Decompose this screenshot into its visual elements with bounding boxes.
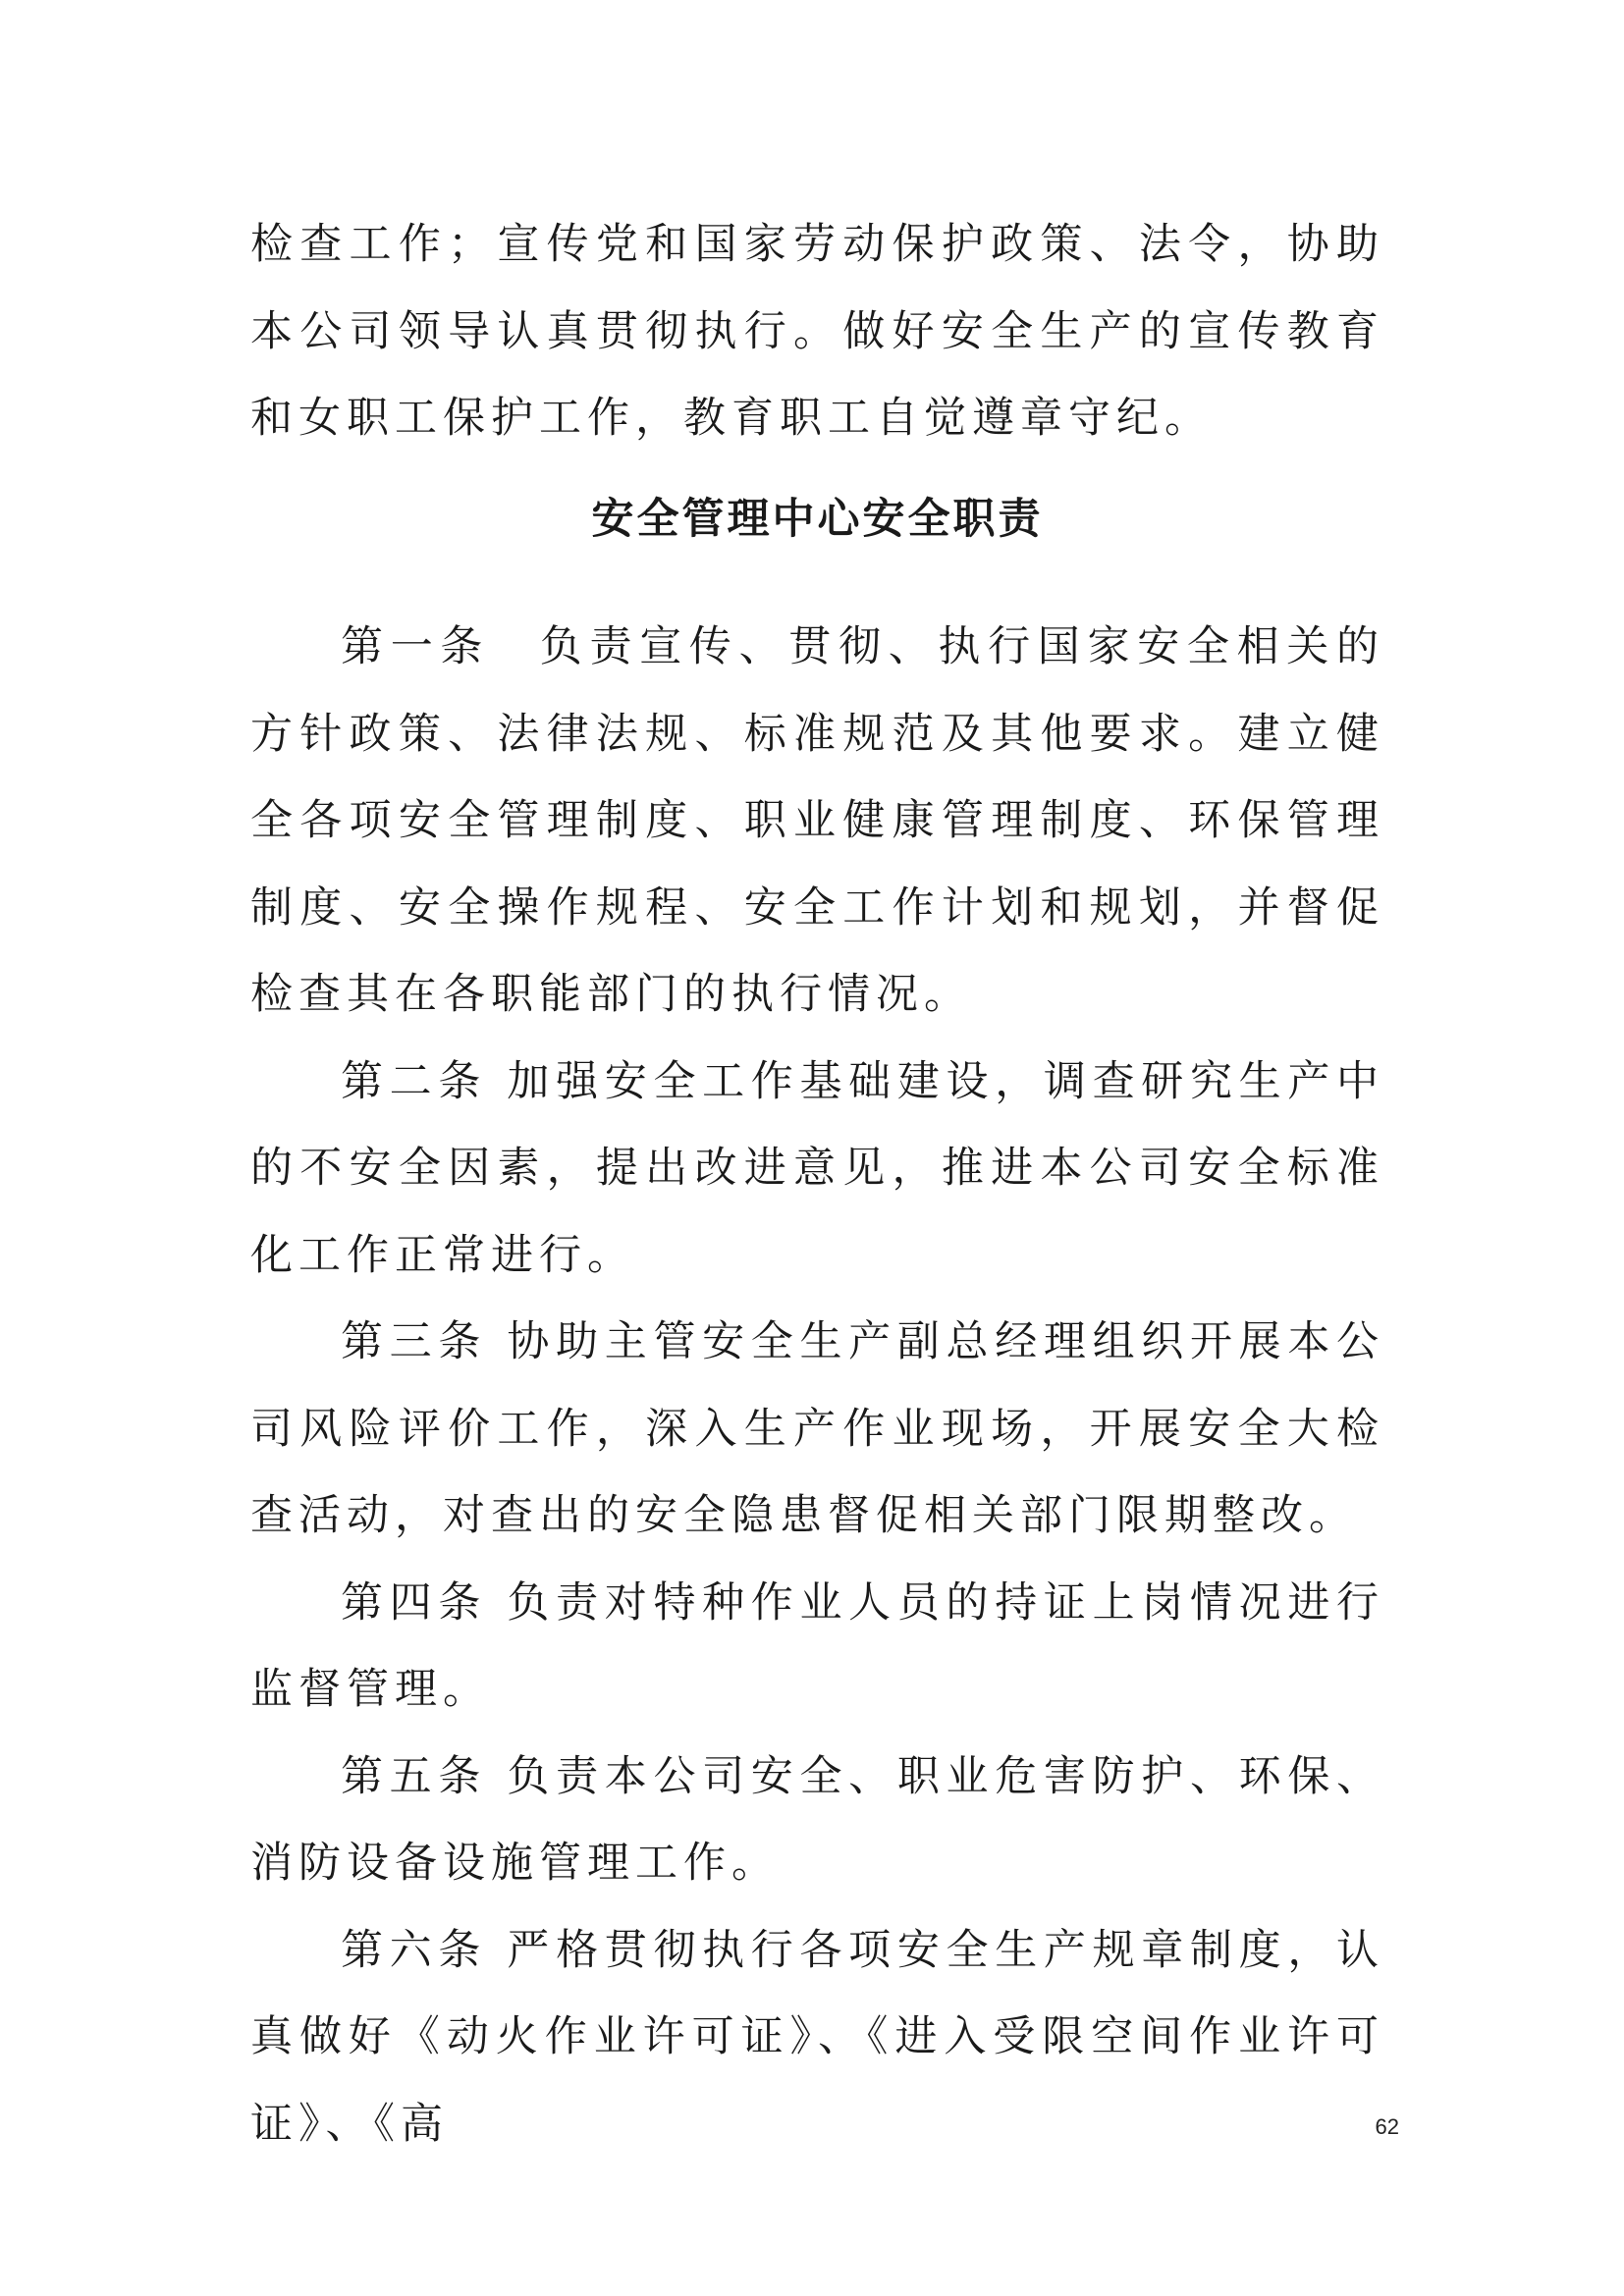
article-2: 第二条 加强安全工作基础建设，调查研究生产中的不安全因素，提出改进意见，推进本公司安全标准化工作正常进行。 — [250, 1056, 1384, 1280]
section-title: 安全管理中心安全职责 — [591, 494, 1044, 544]
article-3: 第三条 协助主管安全生产副总经理组织开展本公司风险评价工作，深入生产作业现场，开展安全大检查活动，对查出的安全隐患督促相关部门限期整改。 — [250, 1317, 1384, 1540]
article-6: 第六条 严格贯彻执行各项安全生产规章制度，认真做好《动火作业许可证》、《进入受限空间作业许可证》、《高 — [250, 1925, 1384, 2149]
article-1: 第一条 负责宣传、贯彻、执行国家安全相关的方针政策、法律法规、标准规范及其他要求。建立健全各项安全管理制度、职业健康管理制度、环保管理制度、安全操作规程、安全工作计划和规划，并督促检查其在各职能部门的执行情况。 — [250, 622, 1384, 1019]
article-4: 第四条 负责对特种作业人员的持证上岗情况进行监督管理。 — [250, 1577, 1384, 1714]
page-number: 62 — [1375, 2114, 1399, 2139]
page-content — [250, 201, 1384, 2167]
article-5: 第五条 负责本公司安全、职业危害防护、环保、消防设备设施管理工作。 — [250, 1751, 1384, 1888]
continuation-paragraph: 检查工作；宣传党和国家劳动保护政策、法令，协助本公司领导认真贯彻执行。做好安全生产的宣传教育和女职工保护工作，教育职工自觉遵章守纪。 — [250, 220, 1384, 443]
